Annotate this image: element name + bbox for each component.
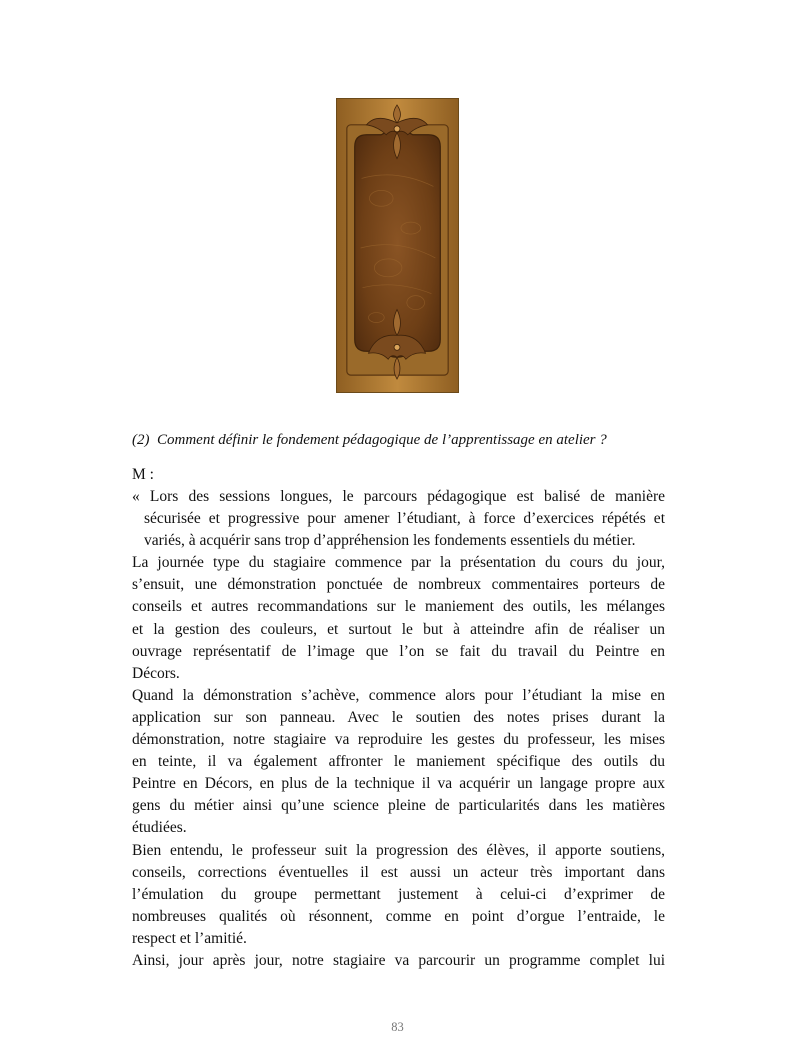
text-line: Ainsi, jour après jour, notre stagiaire va parcourir un programme complet lui [132, 951, 665, 969]
text-line: ouvrage représentatif de l’image que l’on se fait du travail du Peintre en [132, 642, 665, 660]
paragraph-2 [132, 552, 665, 685]
text-line: Peintre en Décors, en plus de la technique il va acquérir un langage propre aux [132, 775, 665, 793]
text-line: respect et l’amitié. [132, 929, 247, 947]
paragraph-3 [132, 685, 665, 840]
text-line: l’émulation du groupe permettant justement à celui-ci d’exprimer de [132, 885, 665, 903]
text-line: étudiées. [132, 819, 187, 837]
text-line: « Lors des sessions longues, le parcours pédagogique est balisé de manière [132, 488, 665, 505]
text-line: conseils, corrections éventuelles il est aussi un acteur très important dans [132, 863, 665, 881]
paragraph-1 [132, 486, 665, 552]
paragraph-4 [132, 840, 665, 950]
text-line: Quand la démonstration s’achève, commence alors pour l’étudiant la mise en [132, 686, 665, 704]
text-line: Bien entendu, le professeur suit la progression des élèves, il apporte soutiens, [132, 841, 665, 859]
question-text: Comment définir le fondement pédagogique de l’apprentissage en atelier ? [157, 432, 607, 448]
answer-text [132, 486, 665, 972]
text-line: La journée type du stagiaire commence par la présentation du cours du jour, [132, 554, 665, 572]
text-line: nombreuses qualités où résonnent, comme en point d’orgue l’entraide, le [132, 907, 665, 925]
question-number: (2) [132, 432, 150, 448]
speaker-label: M : [132, 466, 154, 483]
text-line: s’ensuit, une démonstration ponctuée de nombreux commentaires porteurs de [132, 576, 665, 594]
interview-question [132, 429, 672, 451]
page-number: 83 [391, 1020, 404, 1034]
text-line: et la gestion des couleurs, et surtout le but à atteindre afin de réaliser un [132, 620, 665, 638]
carved-wood-panel-drawing [337, 99, 458, 392]
text-line: conseils et autres recommandations sur le maniement des outils, les mélanges [132, 598, 665, 616]
text-line: application sur son panneau. Avec le soutien des notes prises durant la [132, 708, 665, 726]
text-line: sécurisée et progressive pour amener l’étudiant, à force d’exercices répétés et [144, 510, 665, 528]
paragraph-5 [132, 950, 665, 972]
text-line: gens du métier ainsi qu’une science pleine de particularités dans les matières [132, 797, 665, 815]
text-line: en teinte, il va également affronter le maniement spécifique des outils du [132, 753, 665, 771]
text-line: démonstration, notre stagiaire va reproduire les gestes du professeur, les mises [132, 731, 665, 749]
text-line: variés, à acquérir sans trop d’appréhension les fondements essentiels du métier. [144, 532, 636, 550]
text-line: Décors. [132, 664, 180, 682]
carved-wood-panel-image [336, 98, 459, 393]
